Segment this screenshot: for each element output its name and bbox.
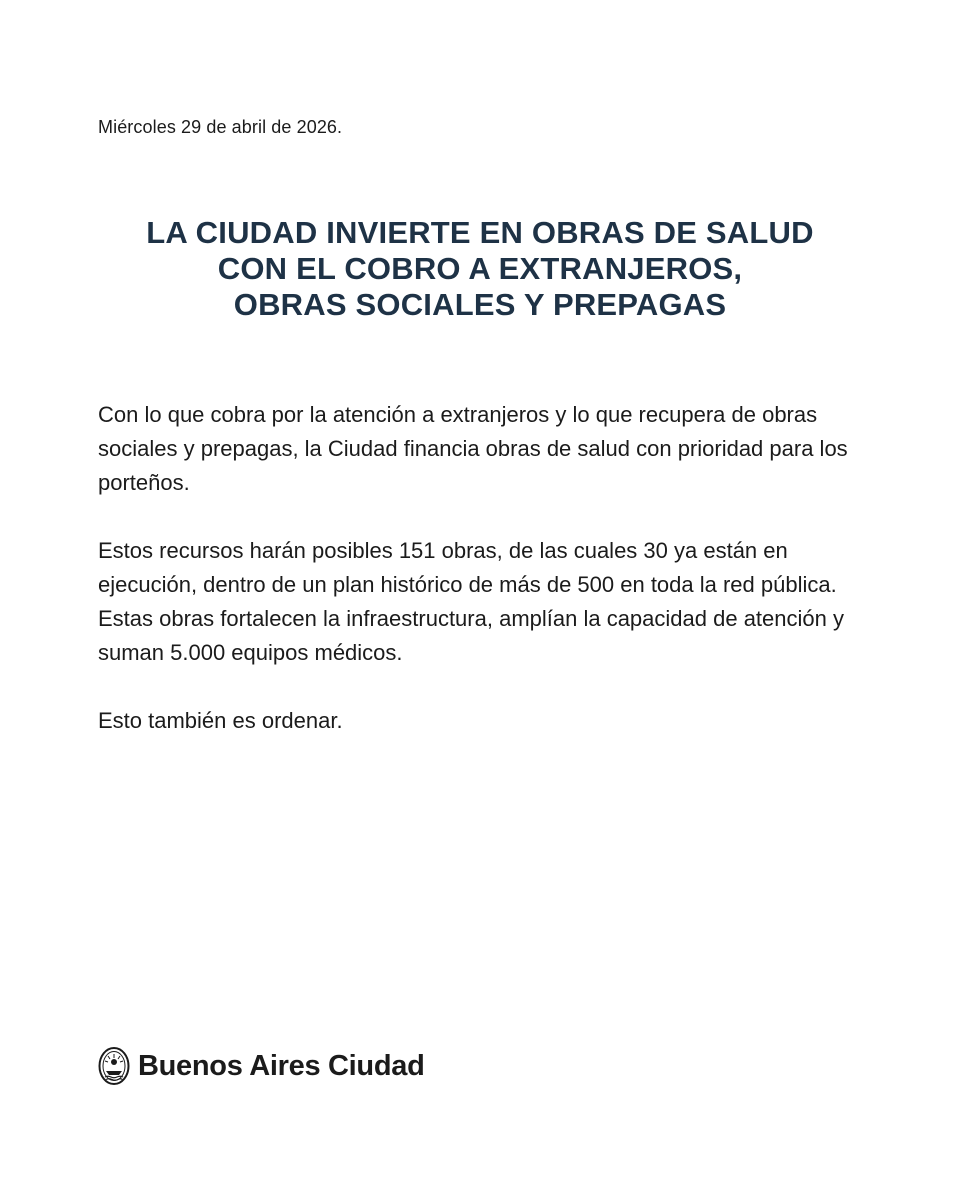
logo-wordmark: Buenos Aires Ciudad [138, 1049, 425, 1082]
paragraph: Estos recursos harán posibles 151 obras, de las cuales 30 ya están en ejecución, dentro de un plan histórico de más de 500 en toda la red pública. Estas obras fortalecen la infraestructura, amplían la capacidad de atención y suman 5.000 equipos médicos. [98, 538, 844, 665]
paragraph: Esto también es ordenar. [98, 708, 343, 733]
headline-line: CON EL COBRO A EXTRANJEROS, [217, 251, 743, 286]
body-text [98, 398, 888, 772]
headline-line: OBRAS SOCIALES Y PREPAGAS [233, 287, 727, 322]
paragraph: Con lo que cobra por la atención a extranjeros y lo que recupera de obras sociales y prepagas, la Ciudad financia obras de salud con prioridad para los porteños. [98, 402, 848, 495]
release-date: Miércoles 29 de abril de 2026. [98, 117, 343, 137]
city-seal-icon [98, 1046, 130, 1086]
headline-line: LA CIUDAD INVIERTE EN OBRAS DE SALUD [146, 215, 814, 250]
headline [80, 215, 880, 323]
buenos-aires-ciudad-logo [98, 1046, 425, 1086]
